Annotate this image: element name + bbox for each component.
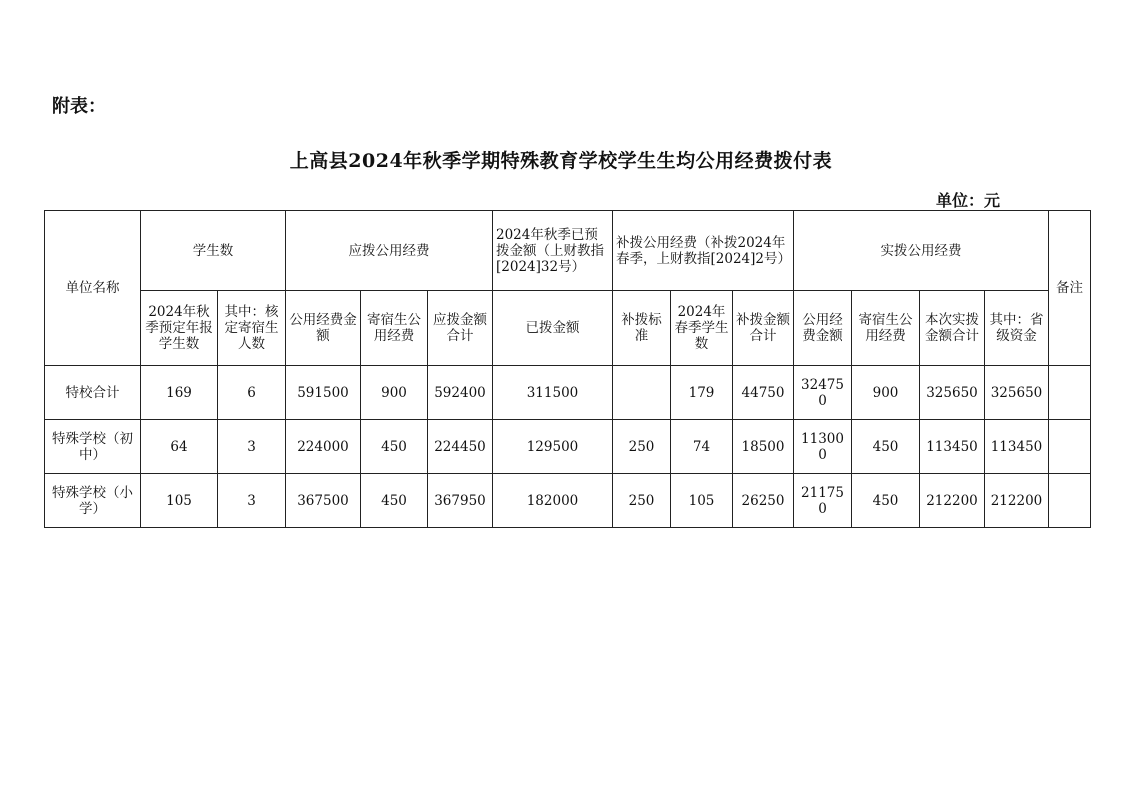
sub-actual-public: 公用经费金额 bbox=[794, 291, 852, 366]
cell-spring-students: 105 bbox=[671, 474, 733, 528]
group-due-funds: 应拨公用经费 bbox=[286, 211, 493, 291]
cell-boarders: 3 bbox=[218, 474, 286, 528]
sub-actual-total: 本次实拨金额合计 bbox=[920, 291, 985, 366]
cell-actual-public: 324750 bbox=[794, 366, 852, 420]
cell-remark bbox=[1049, 420, 1091, 474]
cell-spring-students: 74 bbox=[671, 420, 733, 474]
cell-prefunded: 311500 bbox=[493, 366, 613, 420]
cell-public-funds: 224000 bbox=[286, 420, 361, 474]
page-title: 上高县2024年秋季学期特殊教育学校学生生均公用经费拨付表 bbox=[289, 150, 833, 172]
cell-actual-boarder: 900 bbox=[852, 366, 920, 420]
cell-name: 特殊学校（初中） bbox=[45, 420, 141, 474]
cell-provincial: 113450 bbox=[985, 420, 1049, 474]
sub-provincial: 其中：省级资金 bbox=[985, 291, 1049, 366]
funding-table bbox=[44, 210, 1091, 528]
attachment-label: 附表： bbox=[52, 96, 106, 117]
cell-actual-boarder: 450 bbox=[852, 420, 920, 474]
unit-label: 单位：元 bbox=[936, 191, 1001, 210]
cell-boarder-funds: 450 bbox=[361, 474, 428, 528]
table-row bbox=[45, 420, 1091, 474]
cell-actual-total: 325650 bbox=[920, 366, 985, 420]
cell-students: 64 bbox=[141, 420, 218, 474]
sub-supp-total: 补拨金额合计 bbox=[733, 291, 794, 366]
cell-spring-students: 179 bbox=[671, 366, 733, 420]
table-row bbox=[45, 474, 1091, 528]
sub-students-total: 2024年秋季预定年报学生数 bbox=[141, 291, 218, 366]
cell-supp-total: 18500 bbox=[733, 420, 794, 474]
sub-due-total: 应拨金额合计 bbox=[428, 291, 493, 366]
cell-name: 特校合计 bbox=[45, 366, 141, 420]
col-remark: 备注 bbox=[1049, 211, 1091, 366]
sub-boarders: 其中：核定寄宿生人数 bbox=[218, 291, 286, 366]
cell-supp-standard: 250 bbox=[613, 474, 671, 528]
cell-actual-public: 113000 bbox=[794, 420, 852, 474]
cell-boarder-funds: 900 bbox=[361, 366, 428, 420]
cell-public-funds: 367500 bbox=[286, 474, 361, 528]
cell-supp-standard bbox=[613, 366, 671, 420]
cell-actual-public: 211750 bbox=[794, 474, 852, 528]
cell-remark bbox=[1049, 366, 1091, 420]
sub-boarder-funds: 寄宿生公用经费 bbox=[361, 291, 428, 366]
header-row-columns bbox=[45, 291, 1091, 366]
group-prefunded: 2024年秋季已预拨金额（上财教指[2024]32号） bbox=[493, 211, 613, 291]
col-unit-name: 单位名称 bbox=[45, 211, 141, 366]
cell-supp-total: 44750 bbox=[733, 366, 794, 420]
cell-due-total: 224450 bbox=[428, 420, 493, 474]
cell-provincial: 212200 bbox=[985, 474, 1049, 528]
cell-due-total: 367950 bbox=[428, 474, 493, 528]
sub-spring-students: 2024年春季学生数 bbox=[671, 291, 733, 366]
cell-actual-boarder: 450 bbox=[852, 474, 920, 528]
cell-due-total: 592400 bbox=[428, 366, 493, 420]
group-actual: 实拨公用经费 bbox=[794, 211, 1049, 291]
group-supplement: 补拨公用经费（补拨2024年春季，上财教指[2024]2号） bbox=[613, 211, 794, 291]
group-students: 学生数 bbox=[141, 211, 286, 291]
cell-provincial: 325650 bbox=[985, 366, 1049, 420]
table-row bbox=[45, 366, 1091, 420]
cell-remark bbox=[1049, 474, 1091, 528]
cell-supp-standard: 250 bbox=[613, 420, 671, 474]
cell-boarders: 6 bbox=[218, 366, 286, 420]
sub-actual-boarder: 寄宿生公用经费 bbox=[852, 291, 920, 366]
cell-boarders: 3 bbox=[218, 420, 286, 474]
cell-prefunded: 182000 bbox=[493, 474, 613, 528]
cell-students: 169 bbox=[141, 366, 218, 420]
cell-actual-total: 212200 bbox=[920, 474, 985, 528]
cell-actual-total: 113450 bbox=[920, 420, 985, 474]
cell-boarder-funds: 450 bbox=[361, 420, 428, 474]
cell-name: 特殊学校（小学） bbox=[45, 474, 141, 528]
header-row-groups bbox=[45, 211, 1091, 291]
cell-public-funds: 591500 bbox=[286, 366, 361, 420]
sub-prefunded-amount: 已拨金额 bbox=[493, 291, 613, 366]
cell-prefunded: 129500 bbox=[493, 420, 613, 474]
cell-students: 105 bbox=[141, 474, 218, 528]
sub-public-funds: 公用经费金额 bbox=[286, 291, 361, 366]
cell-supp-total: 26250 bbox=[733, 474, 794, 528]
sub-supp-standard: 补拨标准 bbox=[613, 291, 671, 366]
